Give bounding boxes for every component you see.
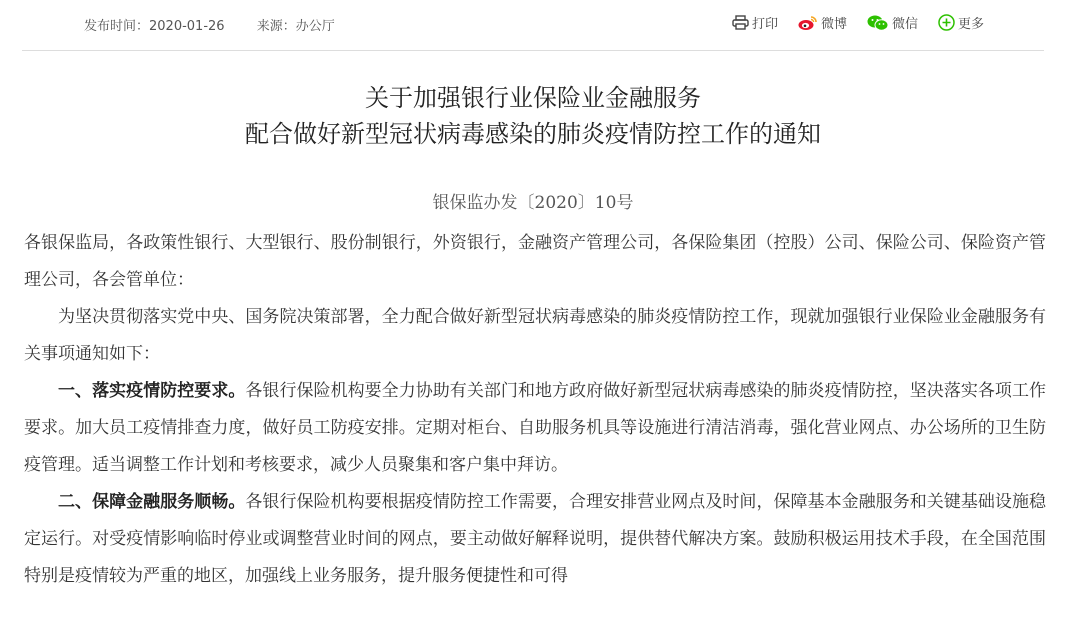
plus-circle-icon (938, 14, 955, 31)
wechat-label: 微信 (891, 17, 918, 32)
article-body (24, 225, 1046, 595)
article-meta (84, 15, 363, 34)
document-number: 银保监办发〔2020〕10号 (432, 193, 634, 213)
header-divider (22, 50, 1044, 51)
source-label: 来源： (256, 19, 296, 34)
title-line-2: 配合做好新型冠状病毒感染的肺炎疫情防控工作的通知 (245, 120, 821, 148)
share-toolbar (712, 13, 984, 32)
wechat-share-button[interactable] (867, 13, 918, 32)
article-title (0, 80, 1066, 152)
publish-time (84, 19, 225, 34)
article-meta-bar (0, 0, 1066, 50)
weibo-share-button[interactable] (798, 13, 847, 32)
section-2-paragraph (24, 484, 1046, 595)
more-share-button[interactable] (938, 13, 984, 32)
publish-time-value: 2020-01-26 (149, 19, 225, 34)
section-1-heading: 一、落实疫情防控要求。 (58, 381, 246, 401)
publish-time-label: 发布时间： (84, 19, 150, 34)
source-value: 办公厅 (295, 19, 335, 34)
intro-paragraph: 为坚决贯彻落实党中央、国务院决策部署，全力配合做好新型冠状病毒感染的肺炎疫情防控工作，现就加强银行业保险业金融服务有关事项通知如下： (24, 307, 1046, 364)
more-label: 更多 (957, 17, 984, 32)
title-line-1: 关于加强银行业保险业金融服务 (365, 84, 701, 112)
weibo-label: 微博 (820, 17, 847, 32)
wechat-icon (867, 15, 889, 31)
print-button[interactable] (732, 13, 778, 32)
print-label: 打印 (751, 17, 778, 32)
section-1-text: 各银行保险机构要全力协助有关部门和地方政府做好新型冠状病毒感染的肺炎疫情防控，坚决落实各项工作要求。加大员工疫情排查力度，做好员工防疫安排。定期对柜台、自助服务机具等设施进行清洁消毒，强化营业网点、办公场所的卫生防疫管理。适当调整工作计划和考核要求，减少人员聚集和客户集中拜访。 (24, 381, 1047, 475)
printer-icon (732, 15, 749, 30)
weibo-icon (798, 15, 818, 31)
section-2-heading: 二、保障金融服务顺畅。 (58, 492, 246, 512)
recipients-paragraph: 各银保监局，各政策性银行、大型银行、股份制银行，外资银行，金融资产管理公司，各保险集团（控股）公司、保险公司、保险资产管理公司，各会管单位： (24, 233, 1046, 290)
source (257, 19, 335, 34)
section-2-text: 各银行保险机构要根据疫情防控工作需要，合理安排营业网点及时间，保障基本金融服务和关键基础设施稳定运行。对受疫情影响临时停业或调整营业时间的网点，要主动做好解释说明，提供替代解决方案。鼓励积极运用技术手段，在全国范围特别是疫情较为严重的地区，加强线上业务服务，提升服务便捷性和可得 (24, 492, 1047, 586)
section-1-paragraph (24, 373, 1046, 484)
